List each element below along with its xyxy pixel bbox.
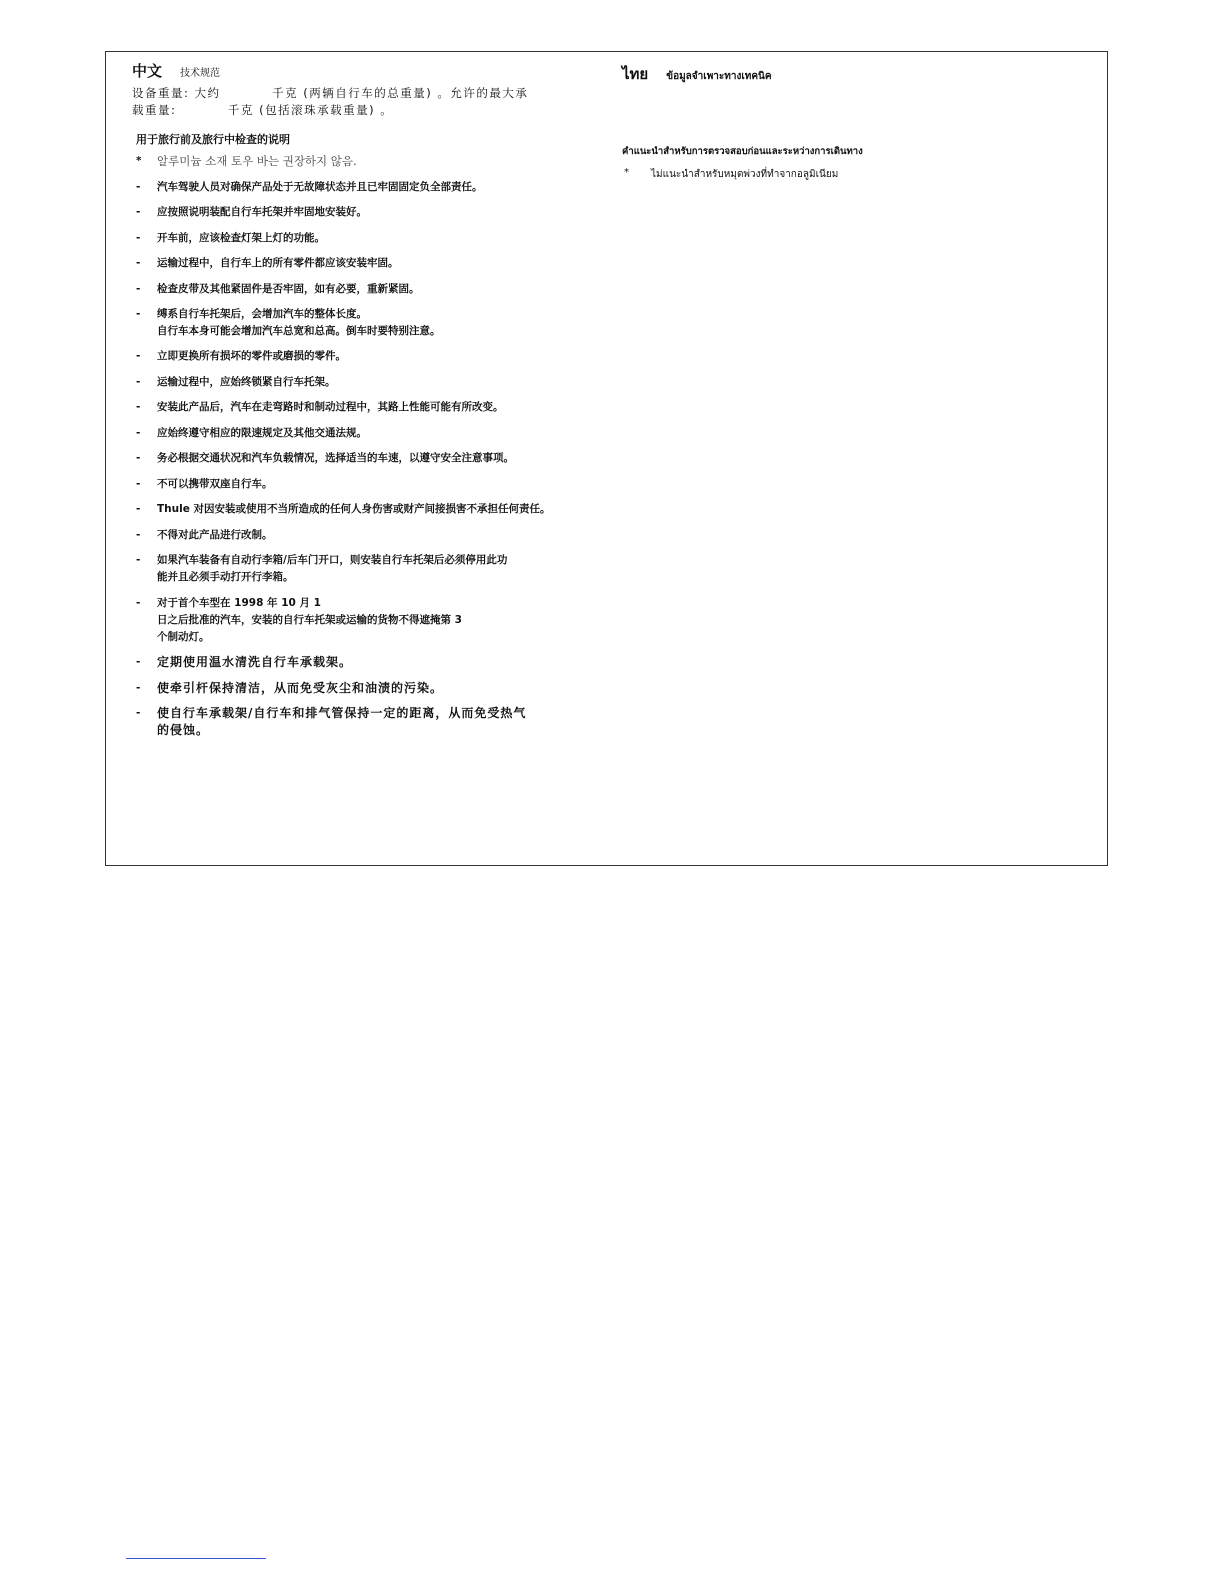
list-item [132, 527, 602, 544]
language-name-chinese: 中文 [132, 62, 163, 80]
list-item-text: 对于首个车型在 1998 年 10 月 1 日之后批准的汽车，安装的自行车托架或运输的货物不得遮掩第 3 个制动灯。 [157, 596, 462, 643]
list-item [132, 153, 602, 170]
list-item-text: 如果汽车装备有自动行李箱/后车门开口，则安装自行车托架后必须停用此功 能并且必须手动打开行李箱。 [157, 554, 508, 583]
list-item-text: 应始终遵守相应的限速规定及其他交通法规。 [157, 426, 367, 439]
footnote-divider [126, 1558, 266, 1559]
bullet-dash: - [136, 180, 141, 193]
bullet-dash: - [136, 231, 141, 244]
list-item [132, 595, 602, 646]
bullet-dash: - [136, 206, 141, 218]
bullet-dash: - [136, 554, 141, 566]
list-item [132, 399, 602, 416]
bullet-dash: - [136, 707, 141, 719]
thai-header [622, 62, 1082, 86]
bullet-dash: - [136, 350, 141, 362]
list-item [132, 204, 602, 221]
bullet-dash: - [136, 596, 141, 609]
bullet-dash: - [136, 477, 141, 490]
list-item [132, 680, 602, 697]
list-item-text-thai: ไม่แนะนำสำหรับหมุดพ่วงที่ทำจากอลูมิเนียม [651, 169, 839, 180]
bullet-star-thai: * [624, 167, 629, 178]
list-item-text: 使自行车承载架/自行车和排气管保持一定的距离，从而免受热气 的侵蚀。 [157, 706, 527, 737]
list-item-text: 不可以携带双座自行车。 [157, 477, 273, 490]
spec-title-thai: ข้อมูลจำเพาะทางเทคนิค [666, 71, 772, 82]
list-item-text: 检查皮带及其他紧固件是否牢固，如有必要，重新紧固。 [157, 282, 420, 295]
bullet-dash: - [136, 375, 141, 388]
list-item [132, 323, 602, 340]
chinese-header [132, 60, 602, 81]
list-item [132, 306, 602, 323]
list-item [132, 179, 602, 196]
list-item-text: 务必根据交通状况和汽车负载情况，选择适当的车速，以遵守安全注意事项。 [157, 452, 514, 464]
spec-text-chinese: 设备重量: 大约 千克 (两辆自行车的总重量) 。允许的最大承 载重量: 千克 (包括滚珠承载重量) 。 [132, 86, 529, 117]
list-item-text: 应按照说明装配自行车托架并牢固地安装好。 [157, 206, 367, 218]
list-item [132, 425, 602, 442]
list-item-text: 汽车驾驶人员对确保产品处于无故障状态并且已牢固固定负全部责任。 [157, 180, 483, 193]
list-item [132, 230, 602, 247]
list-item [132, 552, 602, 586]
section-heading-thai: คำแนะนำสำหรับการตรวจสอบก่อนและระหว่างการเดินทาง [622, 146, 863, 157]
list-item-text: Thule 对因安装或使用不当所造成的任何人身伤害或财产间接损害不承担任何责任。 [157, 503, 551, 515]
list-item-text: 不得对此产品进行改制。 [157, 528, 273, 541]
list-item-text: 定期使用温水清洗自行车承载架。 [157, 655, 353, 669]
list-item-text: 自行车本身可能会增加汽车总宽和总高。倒车时要特别注意。 [157, 324, 441, 337]
bullet-dash: - [136, 528, 141, 541]
spec-title-chinese: 技术规范 [180, 68, 221, 79]
list-item-text: 알루미늄 소재 토우 바는 권장하지 않음. [157, 154, 357, 168]
list-item-text: 使牵引杆保持清洁，从而免受灰尘和油渍的污染。 [157, 680, 444, 695]
list-item-text: 开车前，应该检查灯架上灯的功能。 [157, 231, 325, 244]
list-item [132, 281, 602, 298]
bullet-dash: - [136, 282, 141, 295]
chinese-column [132, 60, 602, 748]
bullet-dash: - [136, 656, 141, 668]
bullet-dash: - [136, 503, 141, 515]
list-item [132, 255, 602, 272]
bullet-dash: - [136, 426, 141, 439]
bullet-dash: - [136, 257, 141, 269]
list-item [132, 501, 602, 518]
bullet-star: * [136, 155, 142, 167]
instruction-list-chinese [132, 153, 602, 739]
list-item [132, 348, 602, 365]
list-item-text: 立即更换所有损坏的零件或磨损的零件。 [157, 350, 346, 362]
list-item [132, 450, 602, 467]
bullet-dash: - [136, 681, 141, 694]
list-item-thai [622, 167, 1082, 182]
bullet-dash: - [136, 401, 141, 413]
language-name-thai: ไทย [622, 65, 649, 83]
list-item [132, 654, 602, 671]
list-item-text: 安装此产品后，汽车在走弯路时和制动过程中，其路上性能可能有所改变。 [157, 401, 504, 413]
list-item-text: 缚系自行车托架后，会增加汽车的整体长度。 [157, 308, 367, 320]
thai-column [622, 62, 1082, 182]
bullet-dash: - [136, 452, 141, 464]
list-item [132, 705, 602, 739]
list-item-text: 运输过程中，应始终锁紧自行车托架。 [157, 375, 336, 388]
list-item [132, 476, 602, 493]
list-item [132, 374, 602, 391]
list-item-text: 运输过程中，自行车上的所有零件都应该安装牢固。 [157, 257, 399, 269]
bullet-dash: - [136, 308, 141, 320]
section-heading-chinese: 用于旅行前及旅行中检查的说明 [136, 133, 290, 146]
